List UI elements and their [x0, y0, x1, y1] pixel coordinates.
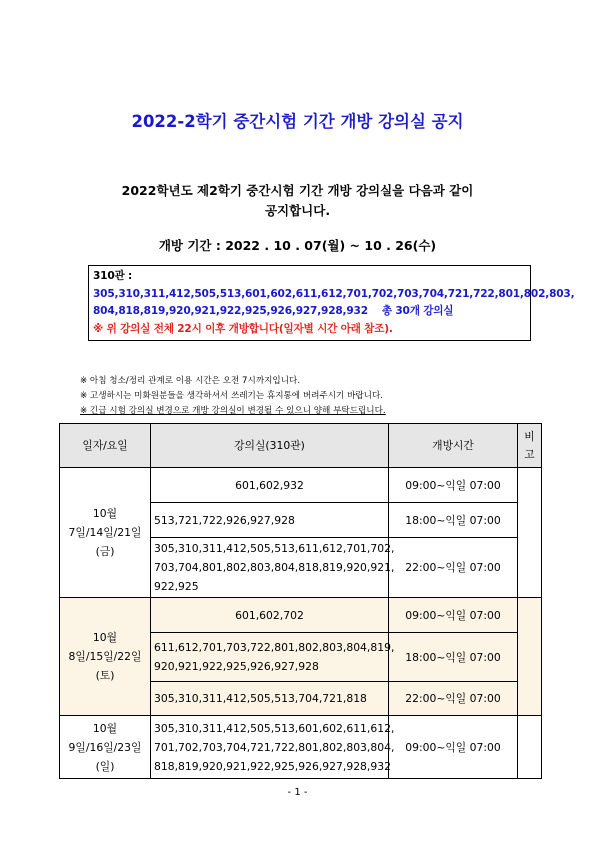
remark-cell	[518, 716, 542, 779]
room-list-line-1: 305,310,311,412,505,513,601,602,611,612,701,702,703,704,721,722,801,802,803,	[93, 287, 575, 300]
header-time: 개방시간	[389, 424, 518, 468]
room-list-line-2-text: 804,818,819,920,921,922,925,926,927,928,932	[93, 305, 368, 317]
table-row	[60, 468, 542, 503]
remark-cell	[518, 598, 542, 716]
time-cell: 22:00~익일 07:00	[389, 538, 518, 598]
date-weekday: (일)	[95, 759, 115, 773]
note-3: ※ 긴급 시험 강의실 변경으로 개방 강의실이 변경될 수 있으니 양해 부탁드립니다.	[80, 406, 386, 416]
header-remark	[518, 424, 542, 468]
date-days: 9일/16일/23일	[68, 740, 142, 754]
table-row	[60, 598, 542, 633]
table-header-row	[60, 424, 542, 468]
header-remark-2: 고	[524, 447, 535, 461]
rooms-cell: 305,310,311,412,505,513,601,602,611,612, 701,702,703,704,721,722,801,802,803,804, 818,819,920,921,922,925,926,927,928,932	[151, 716, 389, 779]
remark-cell	[518, 468, 542, 598]
rooms-cell: 305,310,311,412,505,513,611,612,701,702, 703,704,801,802,803,804,818,819,920,921, 922,925	[151, 538, 389, 598]
rooms-cell: 611,612,701,703,722,801,802,803,804,819, 920,921,922,925,926,927,928	[151, 633, 389, 682]
rooms-cell: 513,721,722,926,927,928	[151, 503, 389, 538]
intro-text	[60, 181, 535, 221]
date-days: 8일/15일/22일	[68, 650, 142, 663]
room-summary-box	[88, 265, 575, 341]
time-cell: 09:00~익일 07:00	[389, 716, 518, 779]
rooms-cell: 305,310,311,412,505,513,704,721,818	[151, 682, 389, 716]
open-period: 개방 기간 : 2022 . 10 . 07(월) ~ 10 . 26(수)	[158, 238, 437, 253]
rooms-cell: 601,602,702	[151, 598, 389, 633]
time-cell: 09:00~익일 07:00	[389, 468, 518, 503]
time-cell: 18:00~익일 07:00	[389, 633, 518, 682]
note-1: ※ 아침 청소/정리 관계로 이용 시간은 오전 7시까지입니다.	[80, 376, 301, 386]
date-month: 10월	[92, 507, 118, 520]
room-list-line-2	[93, 303, 526, 321]
date-cell	[60, 598, 151, 716]
page-title: 2022-2학기 중간시험 기간 개방 강의실 공지	[131, 112, 464, 131]
table-row	[60, 716, 542, 779]
date-month: 10월	[92, 721, 118, 735]
note-2: ※ 고생하시는 미화원분들을 생각하셔서 쓰레기는 휴지통에 버려주시기 바랍니다.	[80, 391, 384, 401]
room-total: 총 30개 강의실	[381, 305, 454, 317]
page-number: - 1 -	[287, 787, 308, 798]
date-weekday: (토)	[95, 669, 115, 682]
date-days: 7일/14일/21일	[68, 526, 142, 539]
header-rooms: 강의실(310관)	[151, 424, 389, 468]
time-cell: 18:00~익일 07:00	[389, 503, 518, 538]
time-cell: 22:00~익일 07:00	[389, 682, 518, 716]
schedule-table	[59, 423, 542, 779]
notes	[80, 374, 386, 419]
date-cell	[60, 468, 151, 598]
warning-text: ※ 위 강의실 전체 22시 이후 개방합니다(일자별 시간 아래 참조).	[93, 322, 393, 335]
building-label: 310관 :	[93, 270, 133, 282]
header-date: 일자/요일	[60, 424, 151, 468]
intro-line-2: 공지합니다.	[264, 203, 331, 218]
header-remark-1: 비	[524, 429, 535, 443]
date-weekday: (금)	[95, 545, 115, 558]
date-month: 10월	[92, 631, 118, 644]
date-cell	[60, 716, 151, 779]
intro-line-1: 2022학년도 제2학기 중간시험 기간 개방 강의실을 다음과 같이	[121, 183, 474, 198]
time-cell: 09:00~익일 07:00	[389, 598, 518, 633]
rooms-cell: 601,602,932	[151, 468, 389, 503]
